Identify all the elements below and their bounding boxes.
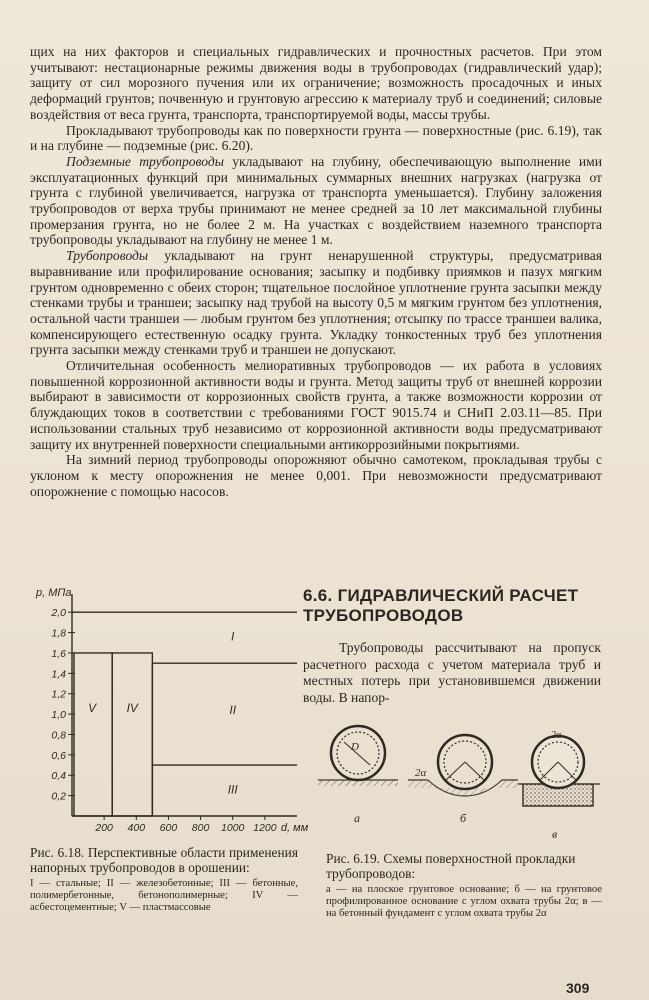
paragraph: щих на них факторов и специальных гидравлических и прочностных расчетов. При этом учитывают: нестационарные режимы движения воды в трубопроводах (гидравлический удар); защиту от сил морозного пучения или их ограничение; возможность просадочных и иных деформаций грунтов; почвенную и грунтовую агрессию к материалу труб и соединений; силовые воздействия от веса грунта, транспорта, транспортируемой воды, массы трубы. xyxy=(30,44,602,122)
scheme-a xyxy=(318,726,398,825)
paragraph: На зимний период трубопроводы опорожняют обычно самотеком, прокладывая трубы с уклоном к месту опорожнения не менее 0,001. При невозможности предусматривают опорожнение с помощью насосов. xyxy=(30,452,602,499)
section-text xyxy=(303,640,601,706)
caption-title: Рис. 6.18. Перспективные области применения напорных трубопроводов в орошении: xyxy=(30,845,298,875)
y-tick-label: 1,0 xyxy=(51,709,66,722)
scheme-label-b: б xyxy=(460,811,467,825)
x-axis-label: d, мм xyxy=(280,822,309,834)
x-tick-label: 800 xyxy=(191,822,210,834)
region-label-IV: IV xyxy=(126,701,138,716)
paragraph-text: укладывают на грунт ненарушенной структуры, предусматривая выравнивание или профилирование основания; засыпку и подбивку приямков и пазух мягким грунтом одновременно с обеих сторон; тщательное послойное уплотнение грунта засыпки между стенками трубы и траншеи; засыпку над трубой на высоту 0,5 м мягким грунтом без уплотнения, остальной части траншеи — любым грунтом без уплотнения; отсыпку по трассе траншеи валика, компенсирующего естественную осадку грунта. Укладку тонкостенных труб без уплотнения грунта засыпки между стенками труб и траншеи не допускают. xyxy=(30,248,602,358)
region-V xyxy=(74,653,112,816)
body-text xyxy=(30,44,602,499)
x-tick-label: 1000 xyxy=(221,822,245,834)
y-tick-label: 0,4 xyxy=(51,770,66,783)
scheme-label-v: в xyxy=(552,827,558,841)
y-tick-label: 1,4 xyxy=(51,668,66,681)
region-label-V: V xyxy=(88,701,97,716)
angle-label: 2α xyxy=(415,767,427,779)
y-tick-label: 0,8 xyxy=(51,729,66,742)
figure-6-18-caption xyxy=(30,845,298,914)
angle-label: 2α xyxy=(551,730,562,741)
schemes-svg xyxy=(318,700,600,845)
scheme-v xyxy=(518,730,600,841)
emphasis: Трубопроводы xyxy=(66,248,149,264)
y-tick-label: 1,2 xyxy=(51,688,66,701)
y-tick-label: 1,6 xyxy=(51,647,66,660)
heading-line: ТРУБОПРОВОДОВ xyxy=(303,606,464,625)
y-axis-label: p, МПа xyxy=(36,587,72,599)
scheme-b xyxy=(408,735,518,825)
paragraph: Прокладывают трубопроводы как по поверхности грунта — поверхностные (рис. 6.19), так и на глубине — подземные (рис. 6.20). xyxy=(30,122,602,154)
y-tick-label: 2,0 xyxy=(51,607,66,620)
scheme-label-a: а xyxy=(354,811,360,825)
figure-6-19-caption xyxy=(326,851,602,920)
x-tick-label: 200 xyxy=(95,822,113,834)
y-tick-label: 1,8 xyxy=(51,627,66,640)
page-number: 309 xyxy=(566,980,590,996)
paragraph: Отличительная особенность мелиоративных трубопроводов — их работа в условиях повышенной коррозионной активности воды и грунта. Метод защиты труб от внешней коррозии выбирают в зависимости от коррозионных свойств грунта, а также возможности коррозии от блуждающих токов в соответствии с требованиями ГОСТ 9015.74 и СНиП 2.03.11—85. При использовании стальных труб независимо от коррозионной активности воды предусматривают защиту их внутренней поверхности специальными антикоррозийными покрытиями. xyxy=(30,358,602,452)
y-tick-label: 0,6 xyxy=(51,749,66,762)
x-tick-label: 400 xyxy=(127,822,146,834)
caption-title: Рис. 6.19. Схемы поверхностной прокладки трубопроводов: xyxy=(326,851,576,881)
x-tick-label: 1200 xyxy=(253,822,277,834)
caption-legend: а — на плоское грунтовое основание; б — на грунтовое профилированное основание с углом охвата трубы 2α; в — на бетонный фундамент с углом охвата трубы 2α xyxy=(326,884,602,919)
emphasis: Подземные трубопроводы xyxy=(66,153,224,169)
caption-legend: I — стальные; II — железобетонные; III — бетонные, полимербетонные, бетонополимерные; IV — асбестоцементные; V — пластмассовые xyxy=(30,878,298,913)
region-label-II: II xyxy=(229,703,237,718)
paragraph-text: укладывают на глубину, обеспечивающую выполнение ими эксплуатационных функций при минимальных суммарных внешних нагрузках (нагрузка от грунта с глубиной увеличивается, нагрузка от транспорта уменьшается). Глубину заложения трубопроводов от верха трубы принимают не менее средней за 10 лет максимальной глубины промерзания грунта, но не более 2 м. На участках с воздействием наземного транспорта трубопроводы укладывают на глубину не менее 1 м. xyxy=(30,153,602,248)
figure-6-19-schemes xyxy=(318,700,600,845)
x-tick-label: 600 xyxy=(159,822,178,834)
diameter-label: D xyxy=(351,741,359,753)
chart-svg xyxy=(26,578,309,843)
paragraph xyxy=(30,154,602,248)
paragraph: Трубопроводы рассчитывают на пропуск расчетного расхода с учетом материала труб и местных потерь при установившемся движении воды. В напор- xyxy=(303,640,601,705)
y-tick-label: 0,2 xyxy=(51,790,66,803)
region-label-III: III xyxy=(227,782,238,797)
region-IV xyxy=(112,653,152,816)
paragraph xyxy=(30,248,602,358)
figure-6-18-chart xyxy=(26,578,309,843)
heading-line: 6.6. ГИДРАВЛИЧЕСКИЙ РАСЧЕТ xyxy=(303,586,579,605)
section-heading xyxy=(303,586,603,626)
region-label-I: I xyxy=(231,629,235,644)
